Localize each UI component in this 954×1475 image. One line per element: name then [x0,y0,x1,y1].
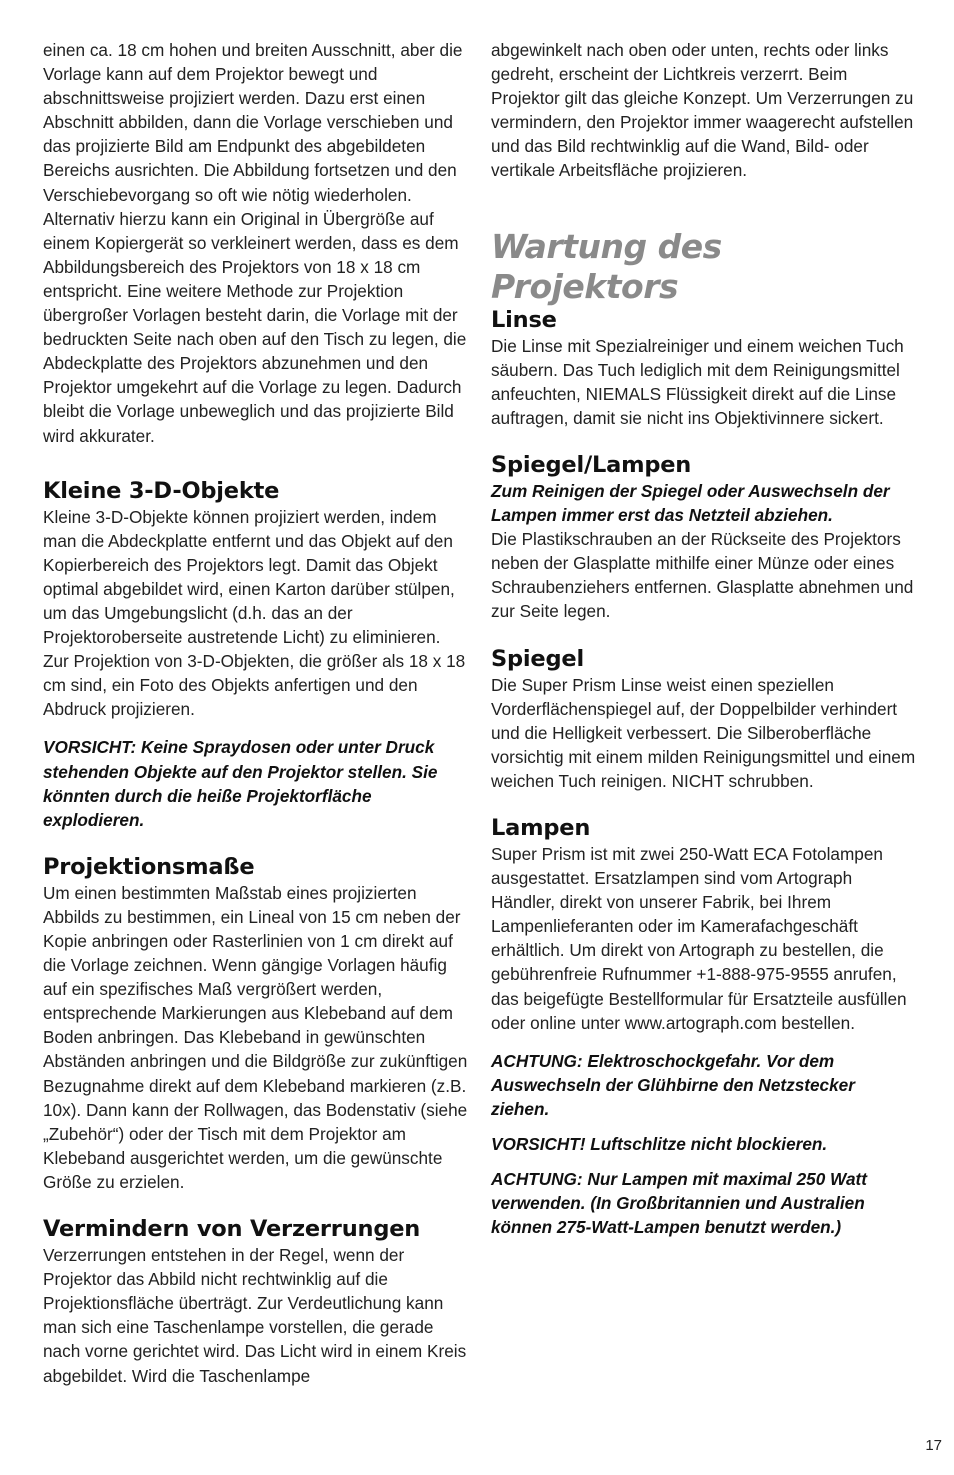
heading-projektionsmasse: Projektionsmaße [43,853,255,880]
electric-shock-warning: ACHTUNG: Elektroschockgefahr. Vor dem Auswechseln der Glühbirne den Netzstecker ziehen. [491,1050,855,1119]
left-column [43,38,468,1388]
page-number: 17 [925,1437,942,1454]
intro-paragraph: einen ca. 18 cm hohen und breiten Ausschnitt, aber die Vorlage kann auf dem Projektor bewegt und abschnittsweise projiziert werden. Dazu erst einen Abschnitt abbilden, dann die Vorlage verschieben und das projizierte Bild am Endpunkt des abgebildeten Bereichs ausrichten. Die Abbildung fortsetzen und den Verschiebevorgang so oft wie nötig wiederholen. Alternativ hierzu kann ein Original in Übergröße auf einem Kopiergerät so verkleinert werden, dass es dem Abbildungsbereich des Projektors von 18 x 18 cm entspricht. Eine weitere Methode zur Projektion übergroßer Vorlagen besteht darin, die Vorlage mit der bedruckten Seite nach oben auf den Tisch zu legen, die Abdeckplatte des Projektors abzunehmen und den Projektor umgekehrt auf die Vorlage zu legen. Dadurch bleibt die Vorlage unbeweglich und das projizierte Bild wird akkurater. [43,40,467,446]
linse-paragraph: Die Linse mit Spezialreiniger und einem weichen Tuch säubern. Das Tuch lediglich mit dem Reinigungsmittel anfeuchten, NIEMALS Flüssigkeit direkt auf die Linse auftragen, damit sie nicht ins Objektivinnere sickert. [491,335,904,428]
verzerrungen-continued-paragraph: abgewinkelt nach oben oder unten, rechts oder links gedreht, erscheint der Lichtkreis verzerrt. Beim Projektor gilt das gleiche Konzept. Um Verzerrungen zu vermindern, den Projektor immer waagerecht aufstellen und das Bild rechtwinklig auf die Wand, Bild- oder vertikale Arbeitsfläche projizieren. [491,40,914,181]
heading-linse: Linse [491,306,557,333]
heading-lampen: Lampen [491,814,591,841]
right-column [491,38,916,1239]
lampen-paragraph: Super Prism ist mit zwei 250-Watt ECA Fotolampen ausgestattet. Ersatzlampen sind vom Artograph Händler, direkt von unserer Fabrik, bei Ihrem Lampenlieferanten oder im Kamerafachgeschäft erhältlich. Um direkt von Artograph zu bestellen, die gebührenfreie Rufnummer +1-888-975-9555 anrufen, das beigefügte Bestellformular für Ersatzteile ausfüllen oder online unter www.artograph.com bestellen. [491,843,907,1033]
heading-vermindern-von-verzerrungen: Vermindern von Verzerrungen [43,1216,421,1243]
heading-spiegel-lampen: Spiegel/Lampen [491,451,692,478]
kleine-3d-objekte-paragraph: Kleine 3-D-Objekte können projiziert werden, indem man die Abdeckplatte entfernt und das Objekt auf den Kopierbereich des Projektors legt. Damit das Objekt optimal abgebildet wird, einen Karton darüber stülpen, um das Umgebungslicht (d.h. das an der Projektoroberseite austretende Licht) zu eliminieren. Zur Projektion von 3-D-Objekten, die größer als 18 x 18 cm sind, ein Foto des Objekts anfertigen und den Abdruck projizieren. [43,506,466,720]
heading-kleine-3d-objekte: Kleine 3-D-Objekte [43,477,280,504]
air-vents-warning: VORSICHT! Luftschlitze nicht blockieren. [491,1134,828,1154]
projektionsmasse-paragraph: Um einen bestimmten Maßstab eines projizierten Abbilds zu bestimmen, ein Lineal von 15 cm neben der Kopie anbringen oder Rasterlinien von 1 cm direkt auf die Vorlage zeichnen. Wenn gängige Vorlagen häufig auf ein spezifisches Maß vergrößert werden, entsprechende Markierungen aus Klebeband auf dem Boden anbringen. Das Klebeband in gewünschten Abständen anbringen und die Bildgröße zur zukünftigen Bezugnahme direkt auf dem Klebeband markieren (z.B. 10x). Dann kann der Rollwagen, das Bodenstativ (siehe „Zubehör“) oder der Tisch mit dem Projektor am Klebeband ausgerichtet werden, um die gewünschte Größe zu erzielen. [43,882,468,1192]
kleine-3d-objekte-warning: VORSICHT: Keine Spraydosen oder unter Druck stehenden Objekte auf den Projektor stellen. Sie könnten durch die heiße Projektorfläche explodieren. [43,737,438,830]
section-title-wartung: Wartung des Projektors [491,226,722,306]
spiegel-paragraph: Die Super Prism Linse weist einen speziellen Vorderflächenspiegel auf, der Doppelbilder verhindert und die Helligkeit verbessert. Die Silberoberfläche vorsichtig mit einem milden Reinigungsmittel und einem weichen Tuch reinigen. NICHT schrubben. [491,674,916,791]
spiegel-lampen-warning: Zum Reinigen der Spiegel oder Auswechseln der Lampen immer erst das Netzteil abziehen. [491,480,890,526]
heading-spiegel: Spiegel [491,645,584,672]
lamp-wattage-warning: ACHTUNG: Nur Lampen mit maximal 250 Watt verwenden. (In Großbritannien und Australien können 275-Watt-Lampen benutzt werden.) [491,1169,867,1238]
spiegel-lampen-paragraph: Die Plastikschrauben an der Rückseite des Projektors neben der Glasplatte mithilfe einer Münze oder eines Schraubenziehers entfernen. Glasplatte abnehmen und zur Seite legen. [491,529,914,622]
verzerrungen-paragraph: Verzerrungen entstehen in der Regel, wenn der Projektor das Abbild nicht rechtwinklig auf die Projektionsfläche überträgt. Zur Verdeutlichung kann man sich eine Taschenlampe vorstellen, die gerade nach vorne gerichtet wird. Das Licht wird in einem Kreis abgebildet. Wird die Taschenlampe [43,1245,467,1386]
